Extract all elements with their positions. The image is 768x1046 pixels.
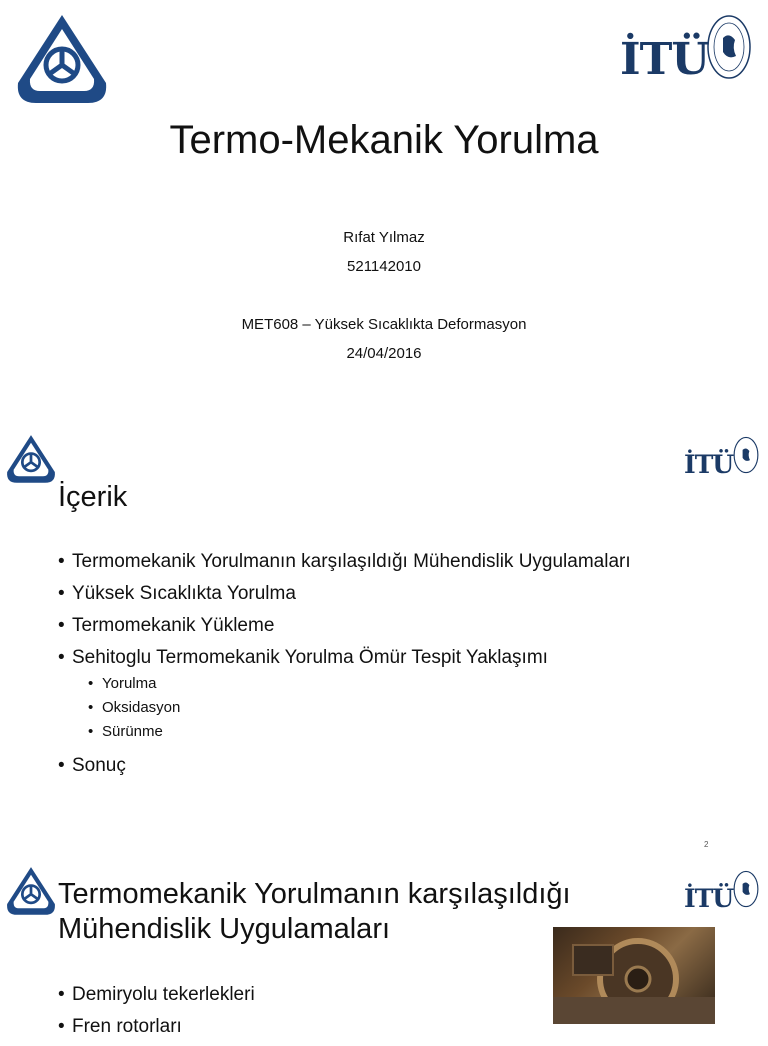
list-item: • Termomekanik Yükleme — [58, 613, 631, 645]
slide-title-line2: Mühendislik Uygulamaları — [58, 913, 391, 945]
itu-logo-text: İTÜ — [684, 884, 734, 913]
list-item: • Demiryolu tekerlekleri — [58, 982, 255, 1014]
list-item: • Fren rotorları — [58, 1014, 255, 1046]
sub-list-item: • Sürünme — [88, 721, 631, 745]
itu-logo-text: İTÜ — [620, 34, 709, 85]
list-item: • Termomekanik Yorulmanın karşılaşıldığı Mühendislik Uygulamaları — [58, 549, 631, 581]
railway-wheel-photo — [553, 927, 715, 1024]
itu-seal-icon — [733, 436, 759, 474]
department-logo — [14, 13, 110, 107]
list-item: • Sonuç — [58, 753, 631, 785]
title-slide — [0, 0, 768, 415]
applications-slide — [0, 862, 768, 1037]
course-name: MET608 – Yüksek Sıcaklıkta Deformasyon — [241, 316, 527, 333]
list-item: • Yüksek Sıcaklıkta Yorulma — [58, 581, 631, 613]
author-name: Rıfat Yılmaz — [343, 229, 425, 246]
department-logo-small — [5, 866, 57, 917]
itu-logo-text: İTÜ — [684, 450, 734, 479]
slide-title: İçerik — [58, 481, 128, 513]
student-id: 521142010 — [347, 258, 421, 275]
presentation-title: Termo-Mekanik Yorulma — [169, 118, 599, 162]
sub-list-item: • Yorulma — [88, 673, 631, 697]
slide-title-line1: Termomekanik Yorulmanın karşılaşıldığı — [58, 878, 571, 910]
list-item: • Sehitoglu Termomekanik Yorulma Ömür Tespit Yaklaşımı — [58, 645, 631, 673]
contents-slide — [0, 428, 768, 853]
itu-seal-icon — [706, 14, 752, 80]
applications-list — [58, 982, 255, 1046]
page-number: 2 — [704, 840, 709, 849]
department-logo-small — [5, 434, 57, 485]
itu-seal-icon — [733, 870, 759, 908]
sub-list-item: • Oksidasyon — [88, 697, 631, 721]
contents-list — [58, 549, 631, 785]
presentation-date: 24/04/2016 — [346, 345, 422, 362]
